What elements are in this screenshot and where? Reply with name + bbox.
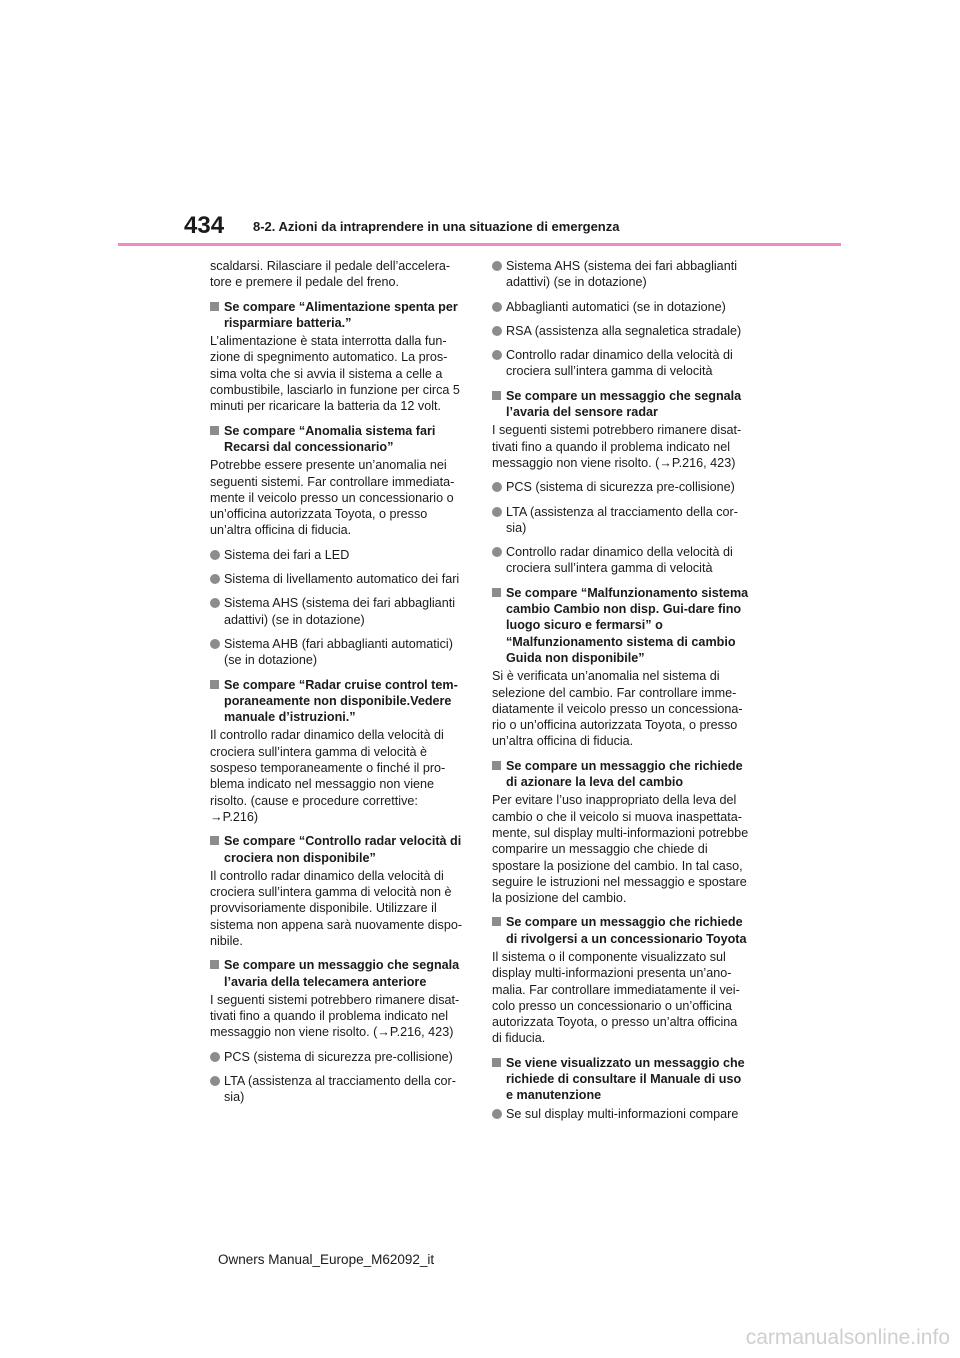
circle-bullet-icon (492, 1109, 502, 1119)
section-heading (492, 585, 749, 666)
square-bullet-icon (492, 1058, 501, 1067)
heading-text: Se compare “Malfunzionamento sistema cambio Cambio non disp. Gui-dare fino luogo sicuro e fermarsi” o “Malfunzionamento sistema di cambio Guida non disponibile” (506, 585, 749, 665)
circle-bullet-icon (492, 261, 502, 271)
header-rule (118, 243, 841, 246)
bullet-item (492, 299, 749, 315)
bullet-text: PCS (sistema di sicurezza pre-collisione) (224, 1049, 453, 1064)
section-heading (210, 957, 467, 990)
section-heading (492, 758, 749, 791)
page-number: 434 (184, 212, 225, 239)
heading-text: Se compare un messaggio che segnala l’avaria del sensore radar (506, 388, 742, 420)
bullet-item (492, 347, 749, 380)
bullet-text: Abbaglianti automatici (se in dotazione) (506, 299, 726, 314)
square-bullet-icon (492, 391, 501, 400)
bullet-item (210, 1073, 467, 1106)
paragraph: I seguenti sistemi potrebbero rimanere disat-tivati fino a quando il problema indicato nel messaggio non viene risolto. (→P.216, 423) (492, 423, 742, 470)
circle-bullet-icon (492, 326, 502, 336)
heading-text: Se compare un messaggio che richiede di azionare la leva del cambio (506, 758, 743, 790)
square-bullet-icon (210, 960, 219, 969)
bullet-text: Sistema AHS (sistema dei fari abbaglianti adattivi) (se in dotazione) (224, 596, 455, 627)
section-title: 8-2. Azioni da intraprendere in una situazione di emergenza (253, 219, 620, 234)
bullet-text: Controllo radar dinamico della velocità di crociera sull’intera gamma di velocità (506, 348, 733, 379)
paragraph: Per evitare l’uso inappropriato della leva del cambio o che il veicolo si muova inaspettata-mente, sul display multi-informazioni potrebbe comparire un messaggio che chiede di spostare la posizione del cambio. In tal caso, seguire le istruzioni nel messaggio e spostare la posizione del cambio. (492, 793, 749, 906)
bullet-item (210, 571, 467, 587)
paragraph: Il controllo radar dinamico della velocità di crociera sull’intera gamma di velocità non è provvisoriamente disponibile. Utilizzare il sistema non appena sarà nuovamente dispo-nibile. (210, 868, 463, 948)
footer-document-name: Owners Manual_Europe_M62092_it (218, 1252, 435, 1267)
square-bullet-icon (210, 680, 219, 689)
section-heading (210, 833, 467, 866)
bullet-item (210, 595, 467, 628)
square-bullet-icon (492, 917, 501, 926)
bullet-item (492, 544, 749, 577)
circle-bullet-icon (210, 574, 220, 584)
bullet-item (492, 323, 749, 339)
paragraph: L’alimentazione è stata interrotta dalla fun-zione di spegnimento automatico. La pros-sima volta che si avvia il sistema a celle a combustibile, lasciarlo in funzione per circa 5 minuti per ricaricare la batteria da 12 volt. (210, 334, 460, 414)
bullet-text: Sistema di livellamento automatico dei fari (224, 572, 460, 587)
circle-bullet-icon (210, 639, 220, 649)
section-heading (492, 1055, 749, 1104)
bullet-text: Sistema dei fari a LED (224, 547, 350, 562)
square-bullet-icon (492, 588, 501, 597)
bullet-item (210, 636, 467, 669)
paragraph: Il controllo radar dinamico della velocità di crociera sull’intera gamma di velocità è sospeso temporaneamente o finché il pro-blema indicato nel messaggio non viene risolto. (cause e procedure correttive: →P.216) (210, 728, 446, 824)
heading-text: Se compare “Controllo radar velocità di crociera non disponibile” (224, 834, 462, 865)
bullet-text: RSA (assistenza alla segnaletica stradale) (506, 323, 742, 338)
heading-text: Se compare “Anomalia sistema fari Recarsi dal concessionario” (224, 423, 436, 454)
circle-bullet-icon (210, 550, 220, 560)
heading-text: Se viene visualizzato un messaggio che richiede di consultare il Manuale di uso e manutenzione (506, 1055, 745, 1103)
heading-text: Se compare un messaggio che segnala l’avaria della telecamera anteriore (224, 958, 460, 989)
heading-text: Se compare “Alimentazione spenta per risparmiare batteria.” (224, 299, 458, 330)
section-heading (492, 388, 749, 421)
heading-text: Se compare “Radar cruise control tem-poraneamente non disponibile.Vedere manuale d’istruzioni.” (224, 677, 458, 725)
bullet-text: Sistema AHS (sistema dei fari abbaglianti adattivi) (se in dotazione) (506, 259, 737, 290)
bullet-item (492, 479, 749, 495)
section-heading (210, 299, 467, 332)
bullet-item (210, 1049, 467, 1065)
bullet-text: LTA (assistenza al tracciamento della cor-sia) (224, 1074, 456, 1105)
bullet-item (210, 547, 467, 563)
section-heading (492, 914, 749, 947)
bullet-text: Sistema AHB (fari abbaglianti automatici) (se in dotazione) (224, 636, 453, 668)
square-bullet-icon (210, 836, 219, 845)
bullet-text: LTA (assistenza al tracciamento della cor-sia) (506, 504, 738, 535)
bullet-text: PCS (sistema di sicurezza pre-collisione) (506, 480, 735, 495)
right-column (492, 258, 749, 1130)
bullet-item (492, 258, 749, 291)
section-heading (210, 677, 467, 726)
circle-bullet-icon (210, 1052, 220, 1062)
circle-bullet-icon (492, 350, 502, 360)
paragraph: scaldarsi. Rilasciare il pedale dell’accelera-tore e premere il pedale del freno. (210, 259, 451, 290)
paragraph: Si è verificata un’anomalia nel sistema di selezione del cambio. Far controllare imme-diatamente il veicolo presso un concessiona-rio o un’officina autorizzata Toyota, o presso un’altra officina di fiducia. (492, 669, 743, 749)
paragraph: Potrebbe essere presente un’anomalia nei seguenti sistemi. Far controllare immediata-mente il veicolo presso un concessionario o un’officina autorizzata Toyota, o presso un’altra officina di fiducia. (210, 458, 455, 538)
bullet-text: Controllo radar dinamico della velocità di crociera sull’intera gamma di velocità (506, 545, 733, 576)
square-bullet-icon (210, 302, 219, 311)
square-bullet-icon (492, 761, 501, 770)
circle-bullet-icon (210, 598, 220, 608)
circle-bullet-icon (492, 302, 502, 312)
left-column (210, 258, 467, 1114)
circle-bullet-icon (210, 1076, 220, 1086)
square-bullet-icon (210, 426, 219, 435)
circle-bullet-icon (492, 547, 502, 557)
bullet-item (492, 504, 749, 537)
bullet-text: Se sul display multi-informazioni compare (506, 1106, 739, 1121)
heading-text: Se compare un messaggio che richiede di rivolgersi a un concessionario Toyota (506, 915, 747, 946)
watermark: carmanualsonline.info (745, 1326, 950, 1349)
paragraph: Il sistema o il componente visualizzato sul display multi-informazioni presenta un’ano-malia. Far controllare immediatamente il vei-colo presso un concessionario o un’officina autorizzata Toyota, o presso un’altra officina di fiducia. (492, 949, 740, 1046)
bullet-item (492, 1106, 749, 1122)
paragraph: I seguenti sistemi potrebbero rimanere disat-tivati fino a quando il problema indicato nel messaggio non viene risolto. (→P.216, 423) (210, 992, 460, 1040)
circle-bullet-icon (492, 482, 502, 492)
section-heading (210, 423, 467, 456)
circle-bullet-icon (492, 507, 502, 517)
